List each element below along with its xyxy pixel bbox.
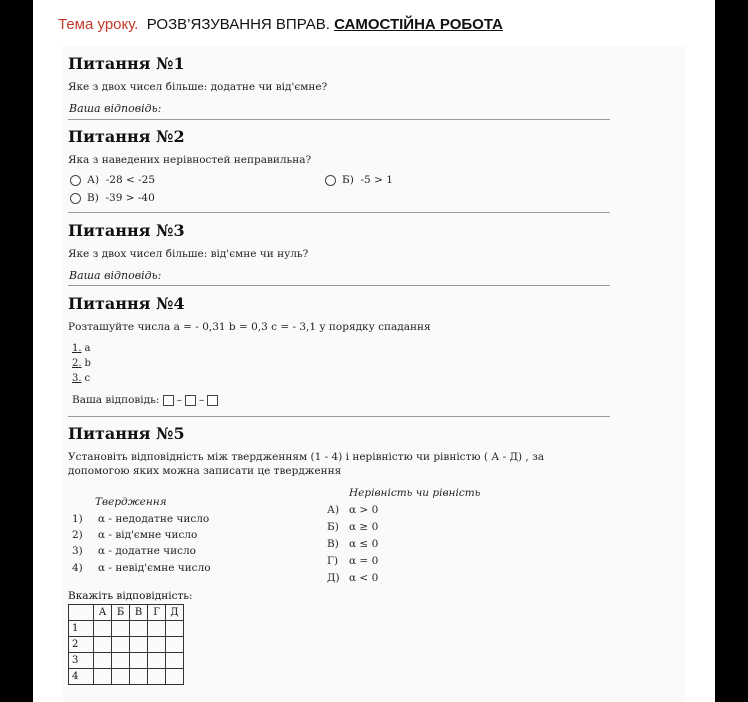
- list-item[interactable]: 2. b: [72, 358, 91, 369]
- radio-icon[interactable]: [70, 193, 81, 204]
- radio-icon[interactable]: [325, 175, 336, 186]
- statement-4: 4) α - невід'ємне число: [72, 562, 211, 574]
- grid-cell[interactable]: [130, 637, 148, 653]
- question-4-list: [72, 341, 91, 386]
- question-3-text: Яке з двох чисел більше: від'ємне чи нуль?: [68, 248, 309, 260]
- grid-label: Вкажіть відповідність:: [68, 590, 193, 602]
- grid-cell[interactable]: [94, 621, 112, 637]
- grid-col-header: Д: [166, 605, 184, 621]
- radio-icon[interactable]: [70, 175, 81, 186]
- question-2-text: Яка з наведених нерівностей неправильна?: [68, 154, 312, 166]
- grid-cell[interactable]: [112, 637, 130, 653]
- separator: [68, 416, 610, 417]
- answer-box[interactable]: [163, 395, 174, 406]
- grid-cell[interactable]: [112, 653, 130, 669]
- relation-b: Б) α ≥ 0: [327, 521, 379, 533]
- list-item[interactable]: 1. a: [72, 343, 91, 354]
- grid-cell[interactable]: [94, 669, 112, 685]
- grid-row-header: 4: [69, 669, 94, 685]
- grid-row-header: 2: [69, 637, 94, 653]
- grid-cell[interactable]: [94, 637, 112, 653]
- question-1: [68, 54, 610, 115]
- grid-cell[interactable]: [94, 653, 112, 669]
- question-1-title: Питання №1: [68, 54, 185, 73]
- question-5: [68, 424, 610, 478]
- relation-a: А) α > 0: [327, 504, 379, 516]
- grid-cell[interactable]: [130, 621, 148, 637]
- relations-header: Нерівність чи рівність: [349, 487, 481, 499]
- grid-cell[interactable]: [112, 621, 130, 637]
- grid-col-header: Г: [148, 605, 166, 621]
- question-4-title: Питання №4: [68, 294, 185, 313]
- relation-e: Д) α < 0: [327, 572, 379, 584]
- statements-header: Твердження: [95, 496, 167, 508]
- option-a[interactable]: А) -28 < -25: [70, 174, 155, 186]
- grid-cell[interactable]: [148, 637, 166, 653]
- grid-col-header: В: [130, 605, 148, 621]
- grid-cell[interactable]: [166, 621, 184, 637]
- grid-row-header: 1: [69, 621, 94, 637]
- statement-2: 2) α - від'ємне число: [72, 529, 198, 541]
- grid-cell[interactable]: [166, 669, 184, 685]
- grid-cell[interactable]: [148, 669, 166, 685]
- option-c[interactable]: В) -39 > -40: [70, 192, 155, 204]
- separator: [68, 212, 610, 213]
- grid-cell[interactable]: [148, 621, 166, 637]
- grid-cell[interactable]: [148, 653, 166, 669]
- question-4-answer: Ваша відповідь: – –: [72, 394, 218, 406]
- lesson-title-part2: САМОСТІЙНА РОБОТА: [334, 16, 503, 33]
- answer-grid: [68, 604, 184, 685]
- grid-col-header: А: [94, 605, 112, 621]
- relation-d: Г) α = 0: [327, 555, 379, 567]
- question-1-text: Яке з двох чисел більше: додатне чи від'ємне?: [68, 81, 328, 93]
- statement-3: 3) α - додатне число: [72, 545, 196, 557]
- question-3: [68, 221, 610, 282]
- grid-cell[interactable]: [112, 669, 130, 685]
- grid-cell[interactable]: [130, 653, 148, 669]
- statement-1: 1) α - недодатне число: [72, 513, 210, 525]
- answer-box[interactable]: [207, 395, 218, 406]
- separator: [68, 119, 610, 120]
- grid-row-header: 3: [69, 653, 94, 669]
- question-5-title: Питання №5: [68, 424, 185, 443]
- question-4-text: Розташуйте числа a = - 0,31 b = 0,3 c = - 3,1 у порядку спадання: [68, 321, 431, 333]
- grid-cell[interactable]: [166, 637, 184, 653]
- question-1-answer-field[interactable]: Ваша відповідь:: [69, 102, 162, 115]
- question-3-title: Питання №3: [68, 221, 185, 240]
- lesson-label: Тема уроку.: [58, 16, 139, 33]
- separator: [68, 285, 610, 286]
- lesson-title: [58, 16, 503, 33]
- question-2: [68, 127, 610, 167]
- grid-cell[interactable]: [130, 669, 148, 685]
- list-item[interactable]: 3. c: [72, 373, 91, 384]
- option-b[interactable]: Б) -5 > 1: [325, 174, 393, 186]
- grid-cell[interactable]: [166, 653, 184, 669]
- answer-box[interactable]: [185, 395, 196, 406]
- worksheet: [63, 46, 685, 702]
- page: [33, 0, 715, 702]
- lesson-title-part1: РОЗВ’ЯЗУВАННЯ ВПРАВ.: [146, 16, 330, 33]
- question-3-answer-field[interactable]: Ваша відповідь:: [69, 269, 162, 282]
- question-5-text: Установіть відповідність між твердженням (1 - 4) і нерівністю чи рівністю ( А - Д) , за допомогою яких можна записати це твердження: [68, 451, 545, 477]
- question-2-title: Питання №2: [68, 127, 185, 146]
- grid-col-header: Б: [112, 605, 130, 621]
- relation-c: В) α ≤ 0: [327, 538, 379, 550]
- question-4: [68, 294, 610, 334]
